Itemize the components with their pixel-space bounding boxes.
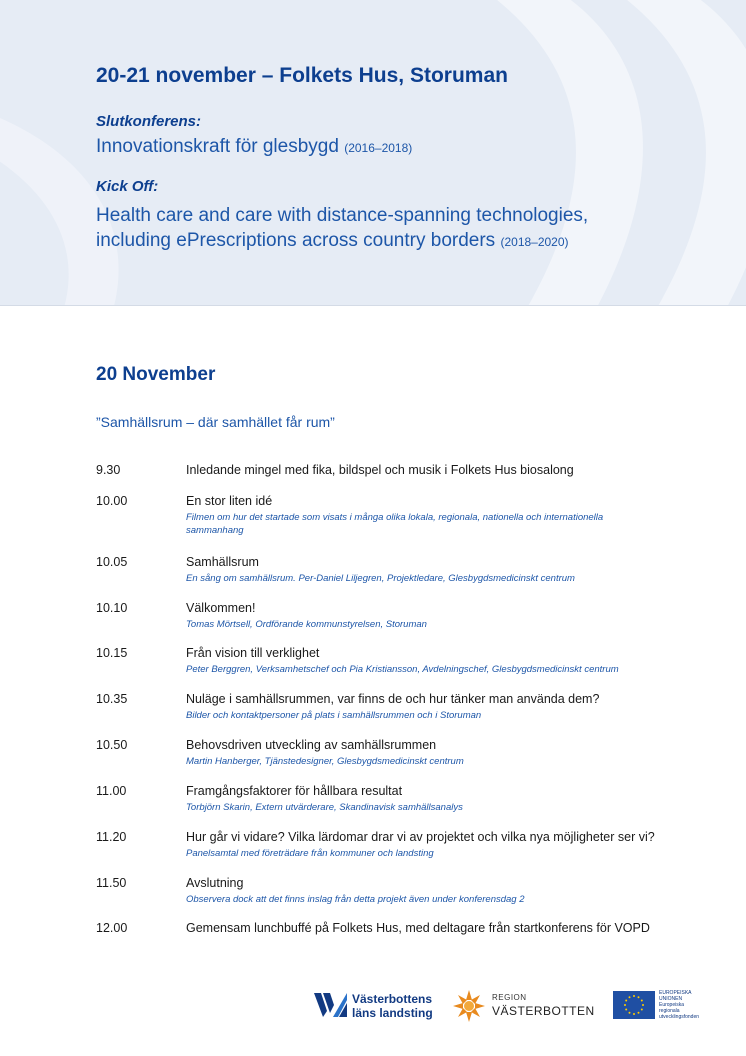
schedule-activity: Samhällsrum <box>186 555 259 569</box>
schedule-description: Bilder och kontaktpersoner på plats i samhällsrummen och i Storuman <box>186 710 482 721</box>
schedule-time: 10.15 <box>96 646 128 660</box>
schedule-description: Filmen om hur det startade som visats i många olika lokala, regionala, nationella och internationella sammanhang <box>186 512 604 536</box>
schedule-activity: Nuläge i samhällsrummen, var finns de och hur tänker man använda dem? <box>186 692 600 706</box>
page-title: 20-21 november – Folkets Hus, Storuman <box>96 64 508 87</box>
schedule-description: Torbjörn Skarin, Extern utvärderare, Skandinavisk samhällsanalys <box>186 802 463 813</box>
schedule-activity: Välkommen! <box>186 601 256 615</box>
schedule-activity: Inledande mingel med fika, bildspel och musik i Folkets Hus biosalong <box>186 463 574 477</box>
kickoff-title <box>96 203 696 255</box>
schedule-time: 10.05 <box>96 555 128 569</box>
schedule-activity: En stor liten idé <box>186 494 273 508</box>
region-name: VÄSTERBOTTEN <box>492 1004 595 1018</box>
schedule-activity: Framgångsfaktorer för hållbara resultat <box>186 784 403 798</box>
schedule-description: Observera dock att det finns inslag från detta projekt även under konferensdag 2 <box>186 894 525 905</box>
schedule-time: 12.00 <box>96 921 128 935</box>
schedule-activity: Från vision till verklighet <box>186 646 320 660</box>
day-title: 20 November <box>96 364 216 385</box>
eu-line-3: Europeiska <box>659 1002 685 1008</box>
vll-line-1: Västerbottens <box>352 992 433 1006</box>
schedule-description: Martin Hanberger, Tjänstedesigner, Glesbygdsmedicinskt centrum <box>186 756 464 767</box>
eu-logo-text <box>659 990 709 1020</box>
kickoff-line-2: including ePrescriptions across country borders <box>96 230 496 251</box>
eu-flag-icon <box>613 991 655 1019</box>
schedule-time: 10.35 <box>96 692 128 706</box>
schedule-description: En sång om samhällsrum. Per-Daniel Liljegren, Projektledare, Glesbygdsmedicinskt centrum <box>186 573 575 584</box>
vll-logo-icon <box>313 991 349 1019</box>
schedule-activity: Avslutning <box>186 876 244 890</box>
schedule-time: 11.20 <box>96 830 127 844</box>
schedule-time: 11.50 <box>96 876 127 890</box>
schedule-activity: Behovsdriven utveckling av samhällsrummen <box>186 738 437 752</box>
eu-line-1: EUROPEISKA <box>659 990 692 996</box>
schedule-activity: Gemensam lunchbuffé på Folkets Hus, med deltagare från startkonferens för VOPD <box>186 921 650 935</box>
region-vasterbotten-sun-icon <box>452 989 486 1023</box>
eu-line-5: utvecklingsfonden <box>659 1014 700 1020</box>
kickoff-label: Kick Off: <box>96 178 159 195</box>
kickoff-years: (2018–2020) <box>500 235 569 249</box>
eu-line-4: regionala <box>659 1008 680 1014</box>
conference-years: (2016–2018) <box>344 141 413 155</box>
conference-title <box>96 134 696 161</box>
schedule-time: 10.10 <box>96 601 128 615</box>
kickoff-line-2-wrap <box>96 228 696 255</box>
vll-line-2: läns landsting <box>352 1006 433 1020</box>
schedule-description: Tomas Mörtsell, Ordförande kommunstyrelsen, Storuman <box>186 619 427 630</box>
eu-line-2: UNIONEN <box>659 996 683 1002</box>
schedule-time: 10.00 <box>96 494 128 508</box>
kickoff-line-1: Health care and care with distance-spanning technologies, <box>96 205 589 226</box>
vll-logo-text <box>352 992 433 1020</box>
schedule-time: 10.50 <box>96 738 128 752</box>
header-banner <box>0 0 746 306</box>
conference-label: Slutkonferens: <box>96 113 202 130</box>
schedule-time: 9.30 <box>96 463 121 477</box>
region-label: REGION <box>492 993 527 1002</box>
schedule-description: Peter Berggren, Verksamhetschef och Pia Kristiansson, Avdelningschef, Glesbygdsmedicinskt centrum <box>186 664 619 675</box>
day-motto: ”Samhällsrum – där samhället får rum” <box>96 414 335 430</box>
schedule-description: Panelsamtal med företrädare från kommuner och landsting <box>186 848 434 859</box>
schedule-activity: Hur går vi vidare? Vilka lärdomar drar vi av projektet och vilka nya möjligheter ser vi? <box>186 830 655 844</box>
conference-title-text: Innovationskraft för glesbygd <box>96 136 339 157</box>
schedule-time: 11.00 <box>96 784 127 798</box>
